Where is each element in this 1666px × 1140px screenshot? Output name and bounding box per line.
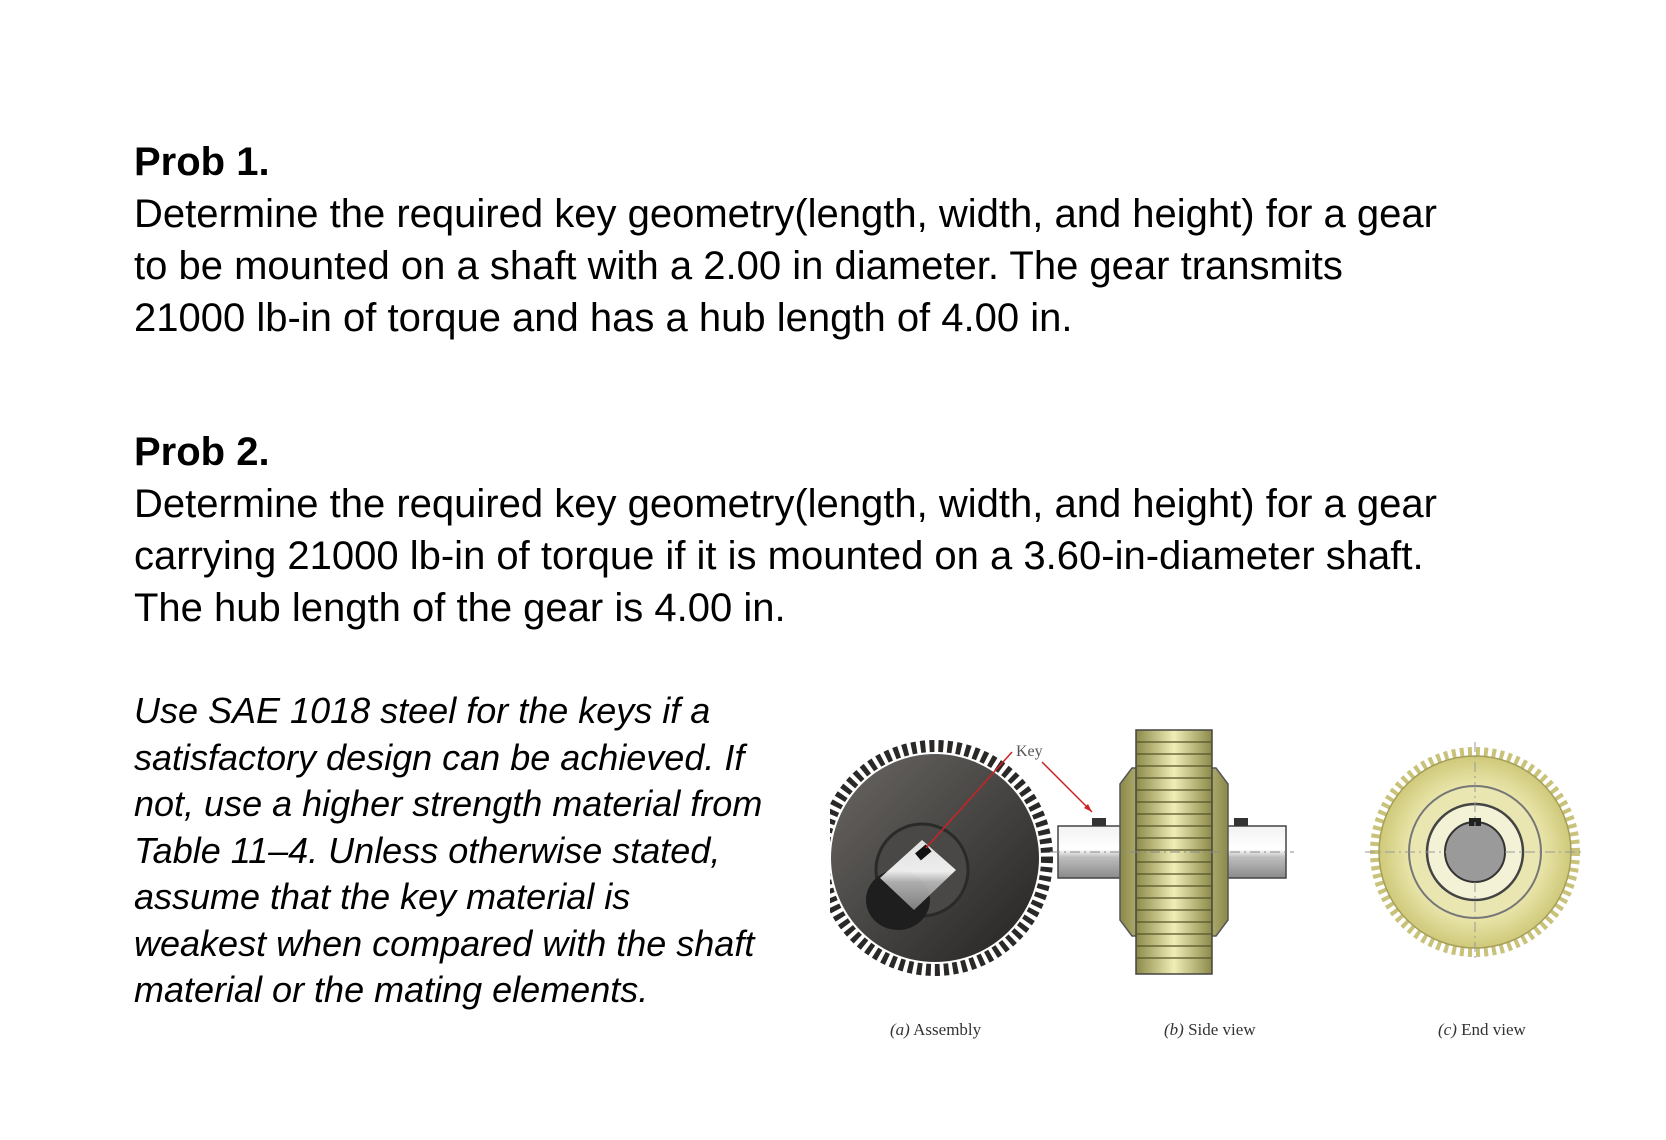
prob-2-line: carrying 21000 lb-in of torque if it is mounted on a 3.60-in-diameter shaft.	[134, 534, 1424, 578]
key-arrow-side	[1042, 762, 1092, 812]
note-line: material or the mating elements.	[134, 969, 649, 1010]
note-line: assume that the key material is	[134, 876, 631, 917]
prob-2-title: Prob 2.	[134, 430, 270, 474]
note-line: Use SAE 1018 steel for the keys if a	[134, 690, 711, 731]
prob-1-line: Determine the required key geometry(length, width, and height) for a gear	[134, 192, 1437, 236]
gear-key-illustration	[830, 728, 1586, 988]
caption-side-view	[1164, 1020, 1256, 1040]
prob-1-title: Prob 1.	[134, 140, 270, 184]
end-view	[1365, 742, 1585, 962]
caption-letter: (a)	[890, 1020, 910, 1039]
caption-letter: (b)	[1164, 1020, 1184, 1039]
side-key-right	[1234, 818, 1248, 826]
caption-text: Side view	[1183, 1020, 1256, 1039]
caption-letter: (c)	[1438, 1020, 1457, 1039]
note-line: weakest when compared with the shaft	[134, 922, 755, 964]
prob-1-text	[134, 188, 1437, 344]
caption-assembly	[890, 1020, 981, 1040]
prob-2-text	[134, 478, 1437, 634]
note-line: Table 11–4. Unless otherwise stated,	[134, 829, 721, 871]
caption-text: End view	[1456, 1020, 1526, 1039]
side-key-left	[1092, 818, 1106, 826]
caption-end-view	[1438, 1020, 1526, 1040]
note-line: satisfactory design can be achieved. If	[134, 736, 745, 778]
caption-text: Assembly	[909, 1020, 982, 1039]
prob-1-line: to be mounted on a shaft with a 2.00 in diameter. The gear transmits	[134, 244, 1343, 288]
material-note	[134, 688, 762, 1014]
assembly-view	[830, 746, 1047, 970]
note-line: not, use a higher strength material from	[134, 783, 763, 824]
prob-2-line: The hub length of the gear is 4.00 in.	[134, 586, 786, 630]
prob-1-line: 21000 lb-in of torque and has a hub length of 4.00 in.	[134, 296, 1073, 340]
key-label: Key	[1016, 743, 1043, 760]
gear-key-figure	[830, 728, 1586, 1048]
prob-2-line: Determine the required key geometry(length, width, and height) for a gear	[134, 482, 1437, 526]
side-view	[1050, 730, 1294, 974]
